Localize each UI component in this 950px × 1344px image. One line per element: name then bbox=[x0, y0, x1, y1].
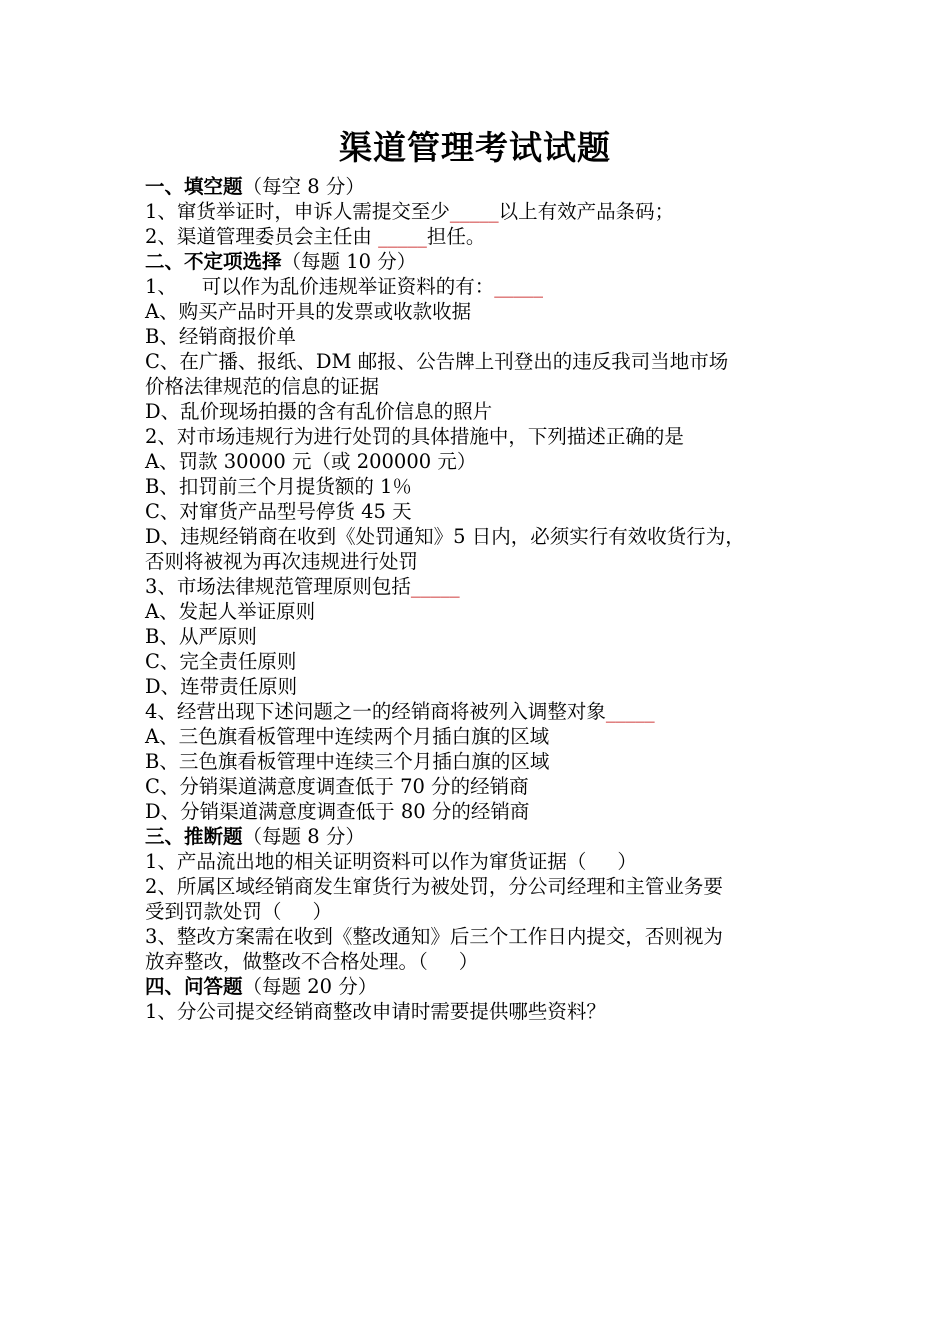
section-fill-heading bbox=[145, 174, 835, 199]
answer-blank: _____ bbox=[605, 700, 655, 723]
section-scoring-note: （每题 20 分） bbox=[242, 975, 378, 998]
choice-question-4 bbox=[145, 699, 835, 724]
option-d: D、乱价现场拍摄的含有乱价信息的照片 bbox=[145, 400, 493, 423]
option-d-continued: 否则将被视为再次违规进行处罚 bbox=[145, 550, 419, 573]
answer-blank: _____ bbox=[449, 200, 499, 223]
answer-blank: _____ bbox=[410, 575, 460, 598]
section-judge-heading bbox=[145, 824, 835, 849]
option-a: A、购买产品时开具的发票或收款收据 bbox=[145, 300, 472, 323]
section-choice-heading bbox=[145, 249, 835, 274]
option-d: D、连带责任原则 bbox=[145, 675, 298, 698]
fill-question-2 bbox=[145, 224, 835, 249]
option-b: B、扣罚前三个月提货额的 1％ bbox=[145, 475, 412, 498]
question-text: 1、 可以作为乱价违规举证资料的有： bbox=[145, 275, 495, 298]
option-a: A、发起人举证原则 bbox=[145, 600, 316, 623]
judge-question-2: 2、所属区域经销商发生窜货行为被处罚，分公司经理和主管业务要 bbox=[145, 875, 723, 898]
page-title: 渠道管理考试试题 bbox=[339, 128, 611, 167]
section-scoring-note: （每空 8 分） bbox=[242, 175, 365, 198]
section-essay-heading bbox=[145, 974, 835, 999]
fill-question-1 bbox=[145, 199, 835, 224]
judge-question-1: 1、产品流出地的相关证明资料可以作为窜货证据（ ） bbox=[145, 850, 637, 873]
option-a: A、罚款 30000 元（或 200000 元） bbox=[145, 450, 477, 473]
question-text: 担任。 bbox=[426, 225, 486, 248]
option-d: D、分销渠道满意度调查低于 80 分的经销商 bbox=[145, 800, 530, 823]
section-scoring-note: （每题 8 分） bbox=[242, 825, 365, 848]
option-c: C、在广播、报纸、DM 邮报、公告牌上刊登出的违反我司当地市场 bbox=[145, 350, 729, 373]
section-title: 三、推断题 bbox=[145, 825, 243, 848]
option-a: A、三色旗看板管理中连续两个月插白旗的区域 bbox=[145, 725, 550, 748]
question-text: 以上有效产品条码； bbox=[498, 200, 675, 223]
section-title: 四、问答题 bbox=[145, 975, 243, 998]
option-c-continued: 价格法律规范的信息的证据 bbox=[145, 375, 380, 398]
option-c: C、完全责任原则 bbox=[145, 650, 297, 673]
answer-blank: _____ bbox=[378, 225, 427, 248]
section-title: 一、填空题 bbox=[145, 175, 243, 198]
judge-question-2-continued: 受到罚款处罚（ ） bbox=[145, 900, 332, 923]
section-scoring-note: （每题 10 分） bbox=[281, 250, 417, 273]
option-d: D、违规经销商在收到《处罚通知》5 日内，必须实行有效收货行为， bbox=[145, 525, 745, 548]
question-text: 2、渠道管理委员会主任由 bbox=[145, 225, 379, 248]
exam-content bbox=[145, 174, 835, 1024]
option-b: B、经销商报价单 bbox=[145, 325, 296, 348]
judge-question-3-continued: 放弃整改，做整改不合格处理。（ ） bbox=[145, 950, 479, 973]
question-text: 3、市场法律规范管理原则包括 bbox=[145, 575, 411, 598]
option-c: C、分销渠道满意度调查低于 70 分的经销商 bbox=[145, 775, 529, 798]
judge-question-3: 3、整改方案需在收到《整改通知》后三个工作日内提交，否则视为 bbox=[145, 925, 723, 948]
option-c: C、对窜货产品型号停货 45 天 bbox=[145, 500, 412, 523]
section-title: 二、不定项选择 bbox=[145, 250, 282, 273]
choice-question-2: 2、对市场违规行为进行处罚的具体措施中，下列描述正确的是 bbox=[145, 425, 684, 448]
choice-question-1 bbox=[145, 274, 835, 299]
answer-blank: _____ bbox=[494, 275, 543, 298]
question-text: 4、经营出现下述问题之一的经销商将被列入调整对象 bbox=[145, 700, 606, 723]
option-b: B、从严原则 bbox=[145, 625, 257, 648]
choice-question-3 bbox=[145, 574, 835, 599]
essay-question-1: 1、分公司提交经销商整改申请时需要提供哪些资料？ bbox=[145, 1000, 606, 1023]
question-text: 1、窜货举证时，申诉人需提交至少 bbox=[145, 200, 450, 223]
option-b: B、三色旗看板管理中连续三个月插白旗的区域 bbox=[145, 750, 550, 773]
